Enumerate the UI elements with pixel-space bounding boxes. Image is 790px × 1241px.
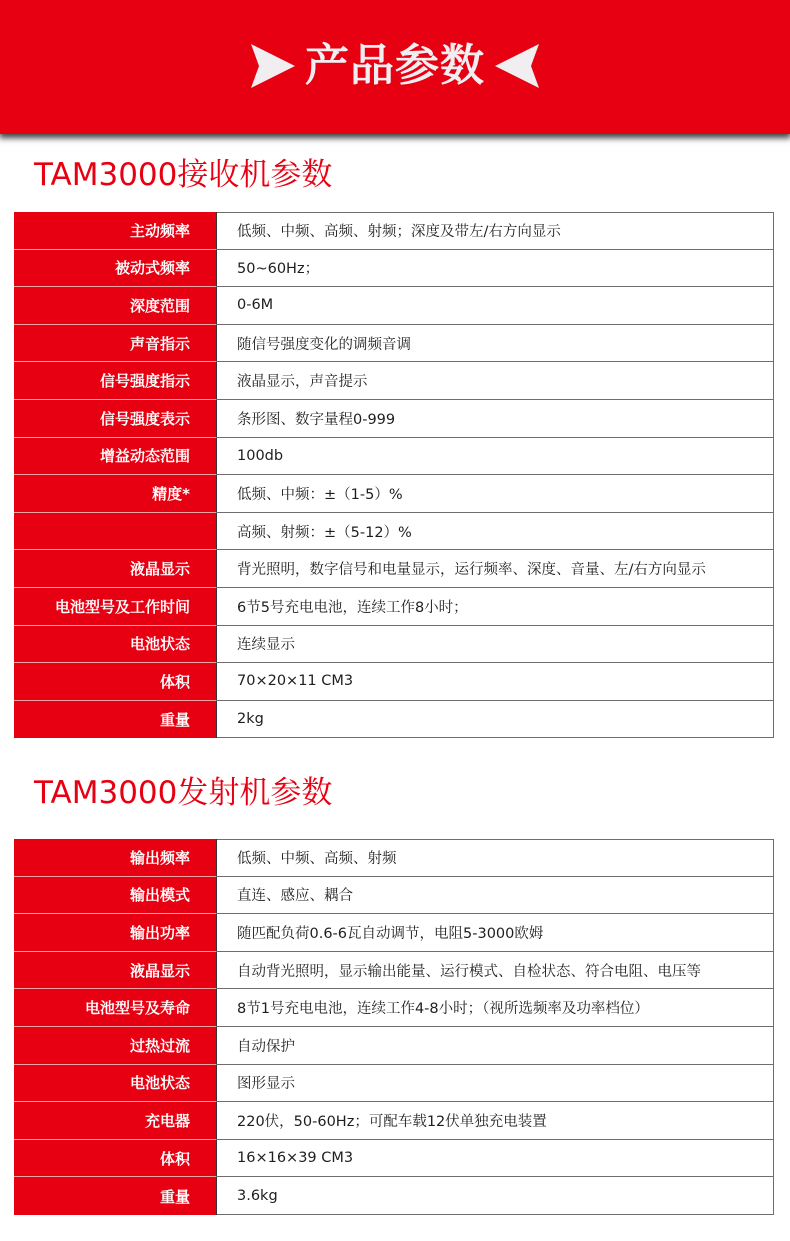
spec-row xyxy=(14,701,773,739)
spec-row xyxy=(14,400,773,438)
spec-label: 电池状态 xyxy=(14,626,217,664)
spec-value: 随信号强度变化的调频音调 xyxy=(217,325,773,363)
spec-value: 70×20×11 CM3 xyxy=(217,663,773,701)
spec-value: 液晶显示，声音提示 xyxy=(217,362,773,400)
spec-value: 低频、中频、高频、射频；深度及带左/右方向显示 xyxy=(217,212,773,250)
spec-label: 过热过流 xyxy=(14,1027,217,1065)
spec-row xyxy=(14,952,773,990)
spec-value: 8节1号充电电池，连续工作4-8小时；（视所选频率及功率档位） xyxy=(217,989,773,1027)
spec-value: 自动背光照明，显示输出能量、运行模式、自检状态、符合电阻、电压等 xyxy=(217,952,773,990)
spec-row xyxy=(14,550,773,588)
spec-row xyxy=(14,839,773,877)
spec-row xyxy=(14,1177,773,1215)
spec-value: 连续显示 xyxy=(217,626,773,664)
spec-row xyxy=(14,989,773,1027)
spec-value: 图形显示 xyxy=(217,1065,773,1103)
spec-label: 被动式频率 xyxy=(14,250,217,288)
spec-row xyxy=(14,1065,773,1103)
spec-row xyxy=(14,914,773,952)
banner-content xyxy=(0,40,790,92)
spec-label: 声音指示 xyxy=(14,325,217,363)
spec-label xyxy=(14,513,217,551)
spec-label: 重量 xyxy=(14,701,217,739)
spec-label: 主动频率 xyxy=(14,212,217,250)
spec-label: 电池型号及寿命 xyxy=(14,989,217,1027)
product-params-banner xyxy=(0,0,790,134)
spec-row xyxy=(14,1102,773,1140)
spec-row xyxy=(14,588,773,626)
spec-row xyxy=(14,362,773,400)
spec-label: 信号强度表示 xyxy=(14,400,217,438)
spec-label: 信号强度指示 xyxy=(14,362,217,400)
spec-label: 精度* xyxy=(14,475,217,513)
spec-label: 液晶显示 xyxy=(14,952,217,990)
arrow-left-icon xyxy=(493,43,541,89)
spec-label: 体积 xyxy=(14,1140,217,1178)
spec-value: 6节5号充电电池，连续工作8小时； xyxy=(217,588,773,626)
transmitter-section-title: TAM3000发射机参数 xyxy=(34,775,333,811)
spec-label: 增益动态范围 xyxy=(14,438,217,476)
transmitter-spec-table xyxy=(14,839,774,1215)
spec-row xyxy=(14,438,773,476)
spec-value: 0-6M xyxy=(217,287,773,325)
spec-label: 输出频率 xyxy=(14,839,217,877)
banner-title: 产品参数 xyxy=(305,40,485,91)
spec-value: 自动保护 xyxy=(217,1027,773,1065)
spec-row xyxy=(14,250,773,288)
spec-label: 充电器 xyxy=(14,1102,217,1140)
spec-value: 低频、中频：±（1-5）% xyxy=(217,475,773,513)
spec-label: 输出功率 xyxy=(14,914,217,952)
spec-value: 随匹配负荷0.6-6瓦自动调节，电阻5-3000欧姆 xyxy=(217,914,773,952)
spec-row xyxy=(14,325,773,363)
spec-row xyxy=(14,877,773,915)
spec-value: 50~60Hz； xyxy=(217,250,773,288)
spec-value: 16×16×39 CM3 xyxy=(217,1140,773,1178)
spec-label: 体积 xyxy=(14,663,217,701)
spec-value: 低频、中频、高频、射频 xyxy=(217,839,773,877)
receiver-section-title: TAM3000接收机参数 xyxy=(34,157,333,193)
spec-label: 电池型号及工作时间 xyxy=(14,588,217,626)
spec-row xyxy=(14,626,773,664)
spec-value: 直连、感应、耦合 xyxy=(217,877,773,915)
spec-row xyxy=(14,663,773,701)
spec-value: 背光照明，数字信号和电量显示，运行频率、深度、音量、左/右方向显示 xyxy=(217,550,773,588)
spec-value: 220伏，50-60Hz；可配车载12伏单独充电装置 xyxy=(217,1102,773,1140)
spec-value: 条形图、数字量程0-999 xyxy=(217,400,773,438)
spec-row xyxy=(14,287,773,325)
spec-label: 液晶显示 xyxy=(14,550,217,588)
spec-row xyxy=(14,475,773,513)
spec-row xyxy=(14,513,773,551)
spec-label: 重量 xyxy=(14,1177,217,1215)
spec-row xyxy=(14,212,773,250)
spec-row xyxy=(14,1140,773,1178)
spec-label: 输出模式 xyxy=(14,877,217,915)
arrow-right-icon xyxy=(249,43,297,89)
spec-value: 3.6kg xyxy=(217,1177,773,1215)
receiver-spec-table xyxy=(14,212,774,738)
spec-value: 100db xyxy=(217,438,773,476)
spec-value: 高频、射频：±（5-12）% xyxy=(217,513,773,551)
spec-label: 深度范围 xyxy=(14,287,217,325)
spec-value: 2kg xyxy=(217,701,773,739)
spec-label: 电池状态 xyxy=(14,1065,217,1103)
spec-row xyxy=(14,1027,773,1065)
